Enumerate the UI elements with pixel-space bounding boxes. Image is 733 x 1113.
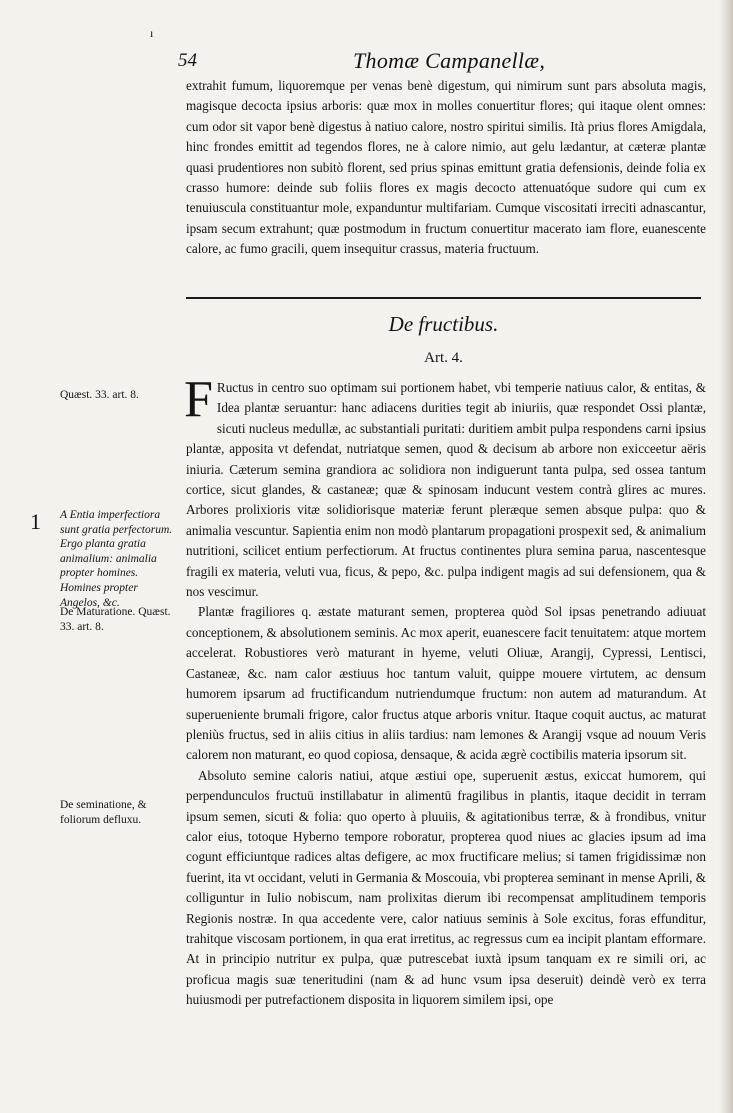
section-title: De fructibus.	[388, 312, 499, 336]
page-header	[178, 50, 698, 78]
margin-note-reference-1: Quæst. 33. art. 8.	[60, 389, 139, 401]
drop-cap: F	[184, 371, 213, 428]
paragraph-3: Absoluto semine caloris natiui, atque æstiui ope, superuenit æstus, exiccat humorem, qui perpendunculos fructuū instillabatur in alimentū fragilibus in plantis, itaque decidit in terram ipsum semen, sicuti & folia: quo operto à pluuiis, & agitationibus terræ, & à frondibus, vnitur calor eius, totoque Hyberno tempore roboratur, propterea quod niues ac glacies ipsum ad ima cogunt efficiuntque radices altas defigere, ac mox fructificare melius; si tamen frigidissimæ non fuerint, ita vt occidant, veluti in Germania & Moscouia, vbi propterea seminant in mense Aprili, & colliguntur in Iulio nobiscum, nam prolixitas dierum ibi recompensat amplitudinem temporis Regionis nostræ. In qua accedente vere, calor natiuus seminis à Sole excitus, foras effunditur, trahitque viscosam portionem, in qua erat irretitus, ac regressus cum ea incipit plantam efformare. At in principio nutritur ex pulpa, quæ putrescebat iuxtà ipsum tanquam ex re simili ori, ac proficua magis suæ teneritudini (nam & ad hunc vsum ipsa deseruit) deindè verò ex terra huiusmodi per putrefactionem disposita in liquorem similem ipsi, ope	[186, 767, 706, 1008]
page-number: 54	[178, 50, 197, 71]
paragraph-2: Plantæ fragiliores q. æstate maturant semen, propterea quòd Sol ipsas penetrando adiuuat conceptionem, & absolutionem seminis. Ac mox aperit, euanescere facit tenuitatem: atque mortem accelerat. Robustiores verò maturant in hyeme, veluti Oliuæ, Arangij, Cypressi, Lentisci, Castaneæ, &c. nam calor æstiuus hoc tantum valuit, quippe mouere virtutem, ac densum humorem ipsarum ad fructificandum nutriendumque fructum: non autem ad maturandum. At superueniente brumali frigore, calor fructus atque arboris vnitur. Itaque coquit auctus, ac maturat pleniùs fructus, sed in aliis citius in aliis tardius: nam lemones & Arangij vsque ad nouum Veris calorem non maturant, eo quod copiosa, densaque, & acida ægrè coctibilis materia ipsorum sit.	[186, 604, 707, 763]
page-gutter-shadow	[719, 0, 733, 1113]
running-title: Thomæ Campanellæ,	[353, 48, 546, 73]
body-text-block	[184, 371, 707, 1011]
manuscript-mark: 1	[30, 509, 41, 534]
top-paragraph: extrahit fumum, liquoremque per venas benè digestum, qui nimirum sunt pars absoluta magis, magisque decocta ipsius arboris: quæ mox in molles conuertitur flores; qui itaque olent omnes: cum odor sit vapor benè digestus à natiuo calore, nostro spiritui similis. Ità prius flores Amigdala, hinc frondes emittit ad tegendos flores, ne à calore nimio, aut gelu lædantur, at cæteræ plantæ quasi prudentiores non subitò florent, sed prius spinas emittunt gratia defensionis, deinde folia ex crasso humore: deinde sub foliis flores ex magis decocto attenuatóque sudore qui cum ex tenuiuscula constituantur mole, expanduntur multifariam. Cumque viscositati irreciti adnascantur, ipsam secum extrahunt; quæ postmodum in fructum conuertitur macerato iam flore, euanescente calore, ac fumo gracili, quem insequitur crassus, materia fructuum.	[186, 78, 706, 257]
section-divider-rule	[186, 297, 701, 299]
paragraph-1	[184, 371, 706, 602]
margin-note-maturatione: De Maturatione. Quæst. 33. art. 8.	[60, 606, 171, 633]
top-text-block	[186, 76, 706, 260]
ink-tick-mark: ı	[150, 26, 154, 40]
article-number: Art. 4.	[424, 350, 463, 366]
margin-note-entia: A Entia imperfectiora sunt gratia perfectorum. Ergo planta gratia animalium: animalia propter homines. Homines propter Angelos, &c.	[60, 509, 173, 609]
margin-note-seminatione: De seminatione, & foliorum defluxu.	[60, 799, 147, 826]
paragraph-1-text: Ructus in centro suo optimam sui portionem habet, vbi temperie natiuus calor, & entitas, & Idea plantæ seruantur: hanc adiacens durities tegit ab iniuriis, quæ respondet Ossi plantæ, sicuti nucleus medullæ, ac substantiali puritati: duritiem ambit pulpa respondens carni ipsius plantæ, apposita vt defendat, nutriatque semen, quod & decisum ab arbore non exicceetur aëris iniuria. Cæterum semina grandiora ac solidiora non indiguerunt tanta pulpa, sed ossea tantum cortice, sicut glandes, & castaneæ; quæ & spinosam inducunt vestem contrà glires ac mures. Arbores prolixioris vitæ solidiorisque materiæ ferunt pleræque semen absque pulpa: quo & animalia vescuntur. Sapientia enim non modò plantarum propagationi prospexit sed, & animalium nutritioni, scilicet entium perfectiorum. At fructus continentes plura semina parua, nascentesque fragili ex materia, veluti vua, ficus, & pepo, &c. pulpa indigent magis ad sui defensionem, qua & nos vescimur.	[186, 380, 706, 600]
